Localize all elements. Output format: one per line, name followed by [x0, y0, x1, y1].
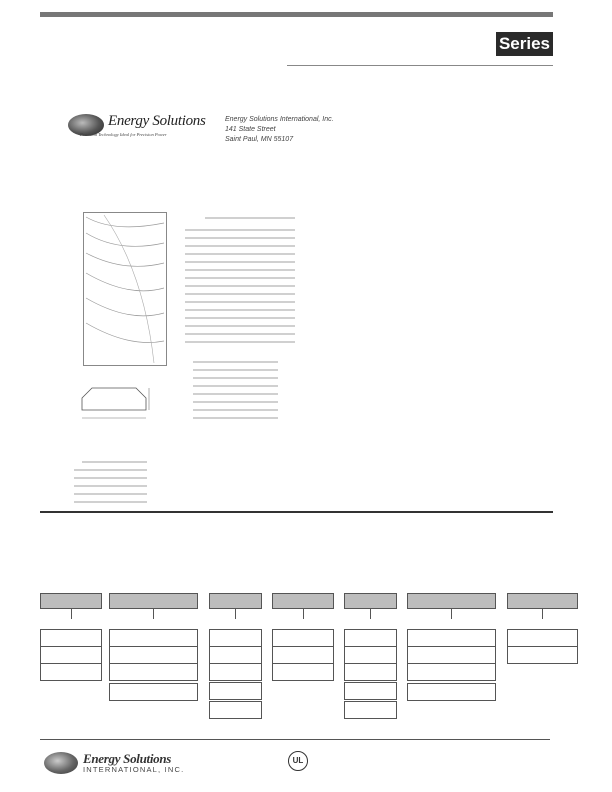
footer-logo-text: Energy Solutions	[83, 751, 172, 766]
option-2-3	[109, 663, 198, 681]
top-rule	[40, 12, 553, 17]
chart-curves	[84, 213, 166, 365]
option-6-1	[407, 629, 496, 647]
ordering-header-7	[507, 593, 578, 609]
spec-table-2-lines	[188, 358, 283, 424]
connector-1	[71, 609, 72, 619]
option-6-4	[407, 683, 496, 701]
connector-4	[303, 609, 304, 619]
option-6-2	[407, 646, 496, 664]
address-line-3: Saint Paul, MN 55107	[225, 136, 294, 143]
option-3-4	[209, 682, 262, 700]
ordering-header-5	[344, 593, 397, 609]
option-7-1	[507, 629, 578, 647]
option-1-1	[40, 629, 102, 647]
connector-2	[153, 609, 154, 619]
option-5-5	[344, 701, 397, 719]
option-4-3	[272, 663, 334, 681]
footer-globe-icon	[44, 752, 78, 774]
spec-table-faint	[180, 216, 300, 346]
connector-3	[235, 609, 236, 619]
option-2-4	[109, 683, 198, 701]
ordering-header-4	[272, 593, 334, 609]
small-table-faint	[72, 458, 152, 508]
option-7-2	[507, 646, 578, 664]
option-4-1	[272, 629, 334, 647]
option-5-3	[344, 663, 397, 681]
option-4-2	[272, 646, 334, 664]
spec-table-2-faint	[188, 358, 283, 424]
ul-certification-icon: UL	[288, 751, 308, 771]
dimension-drawing	[74, 378, 154, 428]
option-1-3	[40, 663, 102, 681]
connector-5	[370, 609, 371, 619]
series-badge: Series	[496, 32, 553, 56]
footer-rule	[40, 739, 550, 740]
company-logo-text: Energy Solutions	[108, 113, 206, 129]
address-line-2: 141 State Street	[225, 126, 276, 133]
ordering-header-2	[109, 593, 198, 609]
ordering-header-1	[40, 593, 102, 609]
connector-6	[451, 609, 452, 619]
option-2-1	[109, 629, 198, 647]
ordering-header-3	[209, 593, 262, 609]
option-2-2	[109, 646, 198, 664]
ordering-header-6	[407, 593, 496, 609]
connector-7	[542, 609, 543, 619]
option-3-5	[209, 701, 262, 719]
option-3-2	[209, 646, 262, 664]
small-table-lines	[72, 458, 152, 508]
dimension-drawing-svg	[74, 378, 154, 428]
spec-table-lines	[180, 216, 300, 346]
option-1-2	[40, 646, 102, 664]
address-line-1: Energy Solutions International, Inc.	[225, 116, 334, 123]
option-3-1	[209, 629, 262, 647]
option-5-2	[344, 646, 397, 664]
option-5-1	[344, 629, 397, 647]
option-5-4	[344, 682, 397, 700]
company-tagline: Precision Technology Ideal for Precision Power	[80, 132, 167, 137]
section-divider	[40, 511, 553, 513]
header-underline	[287, 65, 553, 66]
option-3-3	[209, 663, 262, 681]
footer-logo-subtitle: INTERNATIONAL, INC.	[83, 765, 185, 774]
option-6-3	[407, 663, 496, 681]
characteristic-chart	[83, 212, 167, 366]
